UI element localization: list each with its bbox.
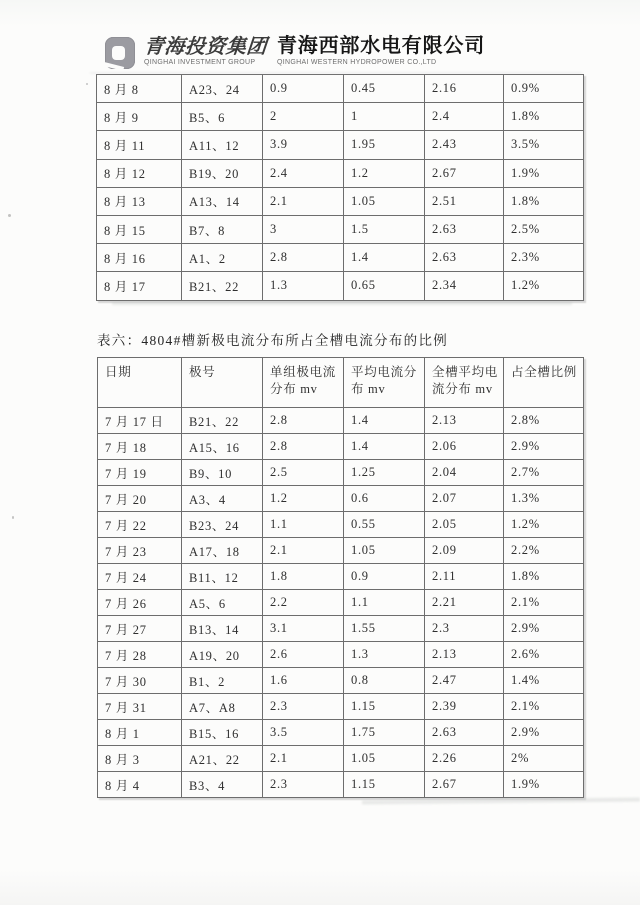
table-cell: 2.8: [263, 434, 344, 460]
logo-inner-shape: [112, 46, 125, 60]
table-row: [97, 215, 584, 243]
header-cell: 占全槽比例: [504, 358, 584, 408]
table-cell: 2.26: [425, 746, 504, 772]
table-cell: 1.1: [344, 590, 425, 616]
table-cell: 1.4: [344, 244, 425, 272]
table-cell: 2.8: [263, 244, 344, 272]
table-cell: 2.3: [263, 772, 344, 798]
table-row: [98, 434, 584, 460]
table-cell: 8 月 8: [97, 75, 182, 103]
table-row: [97, 131, 584, 159]
scan-smudge: [112, 302, 572, 305]
table-cell: 1.05: [344, 746, 425, 772]
table-cell: 1.8%: [504, 103, 584, 131]
table-cell: 8 月 11: [97, 131, 182, 159]
table-cell: 7 月 27: [98, 616, 182, 642]
table-row: [98, 746, 584, 772]
table-row: [97, 244, 584, 272]
table-cell: 1.5: [344, 215, 425, 243]
table-row: [98, 590, 584, 616]
table-cell: 1.2%: [504, 272, 584, 300]
table-cell: B13、14: [182, 616, 263, 642]
scan-speck: [8, 214, 11, 217]
table-cell: A13、14: [182, 187, 263, 215]
table-cell: 1.4: [344, 434, 425, 460]
table-cell: 2.8%: [504, 408, 584, 434]
table-header-row: [98, 358, 584, 408]
table-cell: 1.8%: [504, 187, 584, 215]
table-cell: 2.39: [425, 694, 504, 720]
table-cell: A17、18: [182, 538, 263, 564]
group-name-block: [144, 35, 267, 66]
table-row: [98, 642, 584, 668]
table-cell: 0.45: [344, 75, 425, 103]
table-cell: B15、16: [182, 720, 263, 746]
table-cell: 1.4%: [504, 668, 584, 694]
table-cell: 2.43: [425, 131, 504, 159]
table-cell: B3、4: [182, 772, 263, 798]
logo-slash-stroke: [100, 61, 124, 71]
table-cell: 2.34: [425, 272, 504, 300]
table-cell: 2.9%: [504, 720, 584, 746]
table-row: [98, 512, 584, 538]
scan-speck: [86, 83, 88, 85]
table-row: [97, 103, 584, 131]
table-cell: 1.8%: [504, 564, 584, 590]
table-row: [98, 720, 584, 746]
qinghai-investment-group-logo-icon: [105, 37, 135, 69]
table-cell: 1.55: [344, 616, 425, 642]
table-cell: B1、2: [182, 668, 263, 694]
table-cell: 0.6: [344, 486, 425, 512]
table-cell: 2.67: [425, 159, 504, 187]
table-cell: 1.9%: [504, 159, 584, 187]
table-cell: 2.9%: [504, 434, 584, 460]
group-name-cn: 青海投资集团: [142, 34, 269, 58]
table-cell: B11、12: [182, 564, 263, 590]
table-cell: 2.63: [425, 720, 504, 746]
scan-speck: [12, 516, 14, 519]
table-cell: 7 月 18: [98, 434, 182, 460]
table-cell: 2.11: [425, 564, 504, 590]
table-cell: 8 月 4: [98, 772, 182, 798]
table-cell: 1.05: [344, 187, 425, 215]
table-cell: 1.1: [263, 512, 344, 538]
table-cell: 2%: [504, 746, 584, 772]
table-cell: 0.9: [344, 564, 425, 590]
table-row: [97, 272, 584, 300]
table-cell: 1.15: [344, 694, 425, 720]
table-row: [97, 187, 584, 215]
table-cell: 1.3: [263, 272, 344, 300]
table-cell: 2.3: [263, 694, 344, 720]
table-six: [97, 357, 584, 798]
header-cell: 平均电流分布 mv: [344, 358, 425, 408]
table-cell: 7 月 23: [98, 538, 182, 564]
table-cell: 8 月 12: [97, 159, 182, 187]
table-cell: 0.9: [263, 75, 344, 103]
table-row: [98, 772, 584, 798]
header-cell: 极号: [182, 358, 263, 408]
table-cell: 2.1: [263, 746, 344, 772]
table-cell: 1.25: [344, 460, 425, 486]
table-cell: 2.9%: [504, 616, 584, 642]
table-cell: 1.8: [263, 564, 344, 590]
table-cell: 2.2: [263, 590, 344, 616]
table-cell: 3: [263, 215, 344, 243]
table-cell: 0.9%: [504, 75, 584, 103]
table-cell: 8 月 3: [98, 746, 182, 772]
table-cell: 0.65: [344, 272, 425, 300]
continued-current-distribution-table: [96, 74, 584, 301]
table-cell: 2.3: [425, 616, 504, 642]
table-cell: 2.2%: [504, 538, 584, 564]
table-cell: 2.4: [263, 159, 344, 187]
table-cell: 2.6%: [504, 642, 584, 668]
company-name-cn: 青海西部水电有限公司: [277, 35, 485, 57]
table-cell: 2.1: [263, 538, 344, 564]
table-cell: 7 月 24: [98, 564, 182, 590]
table-cell: 1.05: [344, 538, 425, 564]
table-row: [98, 694, 584, 720]
table-row: [98, 564, 584, 590]
table-cell: 1.6: [263, 668, 344, 694]
table-cell: 2.07: [425, 486, 504, 512]
group-name-en: QINGHAI INVESTMENT GROUP: [144, 59, 256, 66]
table-cell: 1.95: [344, 131, 425, 159]
table-cell: B21、22: [182, 408, 263, 434]
table-cell: 7 月 20: [98, 486, 182, 512]
table-row: [98, 408, 584, 434]
table-cell: 2: [263, 103, 344, 131]
table-row: [97, 159, 584, 187]
table-cell: 1.3: [344, 642, 425, 668]
header-cell: 单组极电流分布 mv: [263, 358, 344, 408]
table-row: [98, 460, 584, 486]
table-cell: B7、8: [182, 215, 263, 243]
table-cell: B9、10: [182, 460, 263, 486]
table-cell: 3.5: [263, 720, 344, 746]
table-cell: 8 月 13: [97, 187, 182, 215]
table-cell: 1: [344, 103, 425, 131]
company-name-en: QINGHAI WESTERN HYDROPOWER CO.,LTD: [277, 59, 437, 66]
table-cell: B5、6: [182, 103, 263, 131]
table-cell: 1.3%: [504, 486, 584, 512]
table-cell: A23、24: [182, 75, 263, 103]
table-cell: 8 月 15: [97, 215, 182, 243]
table-cell: 8 月 1: [98, 720, 182, 746]
table-cell: 1.2: [263, 486, 344, 512]
table-cell: 8 月 17: [97, 272, 182, 300]
table-cell: 2.63: [425, 215, 504, 243]
table-row: [98, 538, 584, 564]
table-cell: 2.67: [425, 772, 504, 798]
table-cell: 7 月 17 日: [98, 408, 182, 434]
table-cell: 1.4: [344, 408, 425, 434]
table-cell: 1.2: [344, 159, 425, 187]
table-cell: 7 月 28: [98, 642, 182, 668]
table-row: [98, 486, 584, 512]
table-cell: A1、2: [182, 244, 263, 272]
scan-smudge: [362, 798, 640, 805]
table-six-caption: 表六：4804#槽新极电流分布所占全槽电流分布的比例: [97, 333, 449, 348]
header-cell: 全槽平均电流分布 mv: [425, 358, 504, 408]
table-cell: A19、20: [182, 642, 263, 668]
table-cell: 2.1: [263, 187, 344, 215]
table-cell: 3.9: [263, 131, 344, 159]
table-cell: A3、4: [182, 486, 263, 512]
table-cell: 3.1: [263, 616, 344, 642]
company-name-block: [277, 35, 485, 66]
table-cell: A7、A8: [182, 694, 263, 720]
table-cell: 1.2%: [504, 512, 584, 538]
table-cell: 2.8: [263, 408, 344, 434]
table-cell: 2.06: [425, 434, 504, 460]
table-cell: 2.5%: [504, 215, 584, 243]
table-cell: B21、22: [182, 272, 263, 300]
table-six-body: [98, 408, 584, 798]
table-cell: 0.55: [344, 512, 425, 538]
table-cell: 2.7%: [504, 460, 584, 486]
table-six-head: [98, 358, 584, 408]
table-cell: 2.1%: [504, 590, 584, 616]
table-cell: 7 月 22: [98, 512, 182, 538]
table-cell: 7 月 26: [98, 590, 182, 616]
scan-smudge: [90, 72, 582, 74]
header-cell: 日期: [98, 358, 182, 408]
table-cell: 8 月 16: [97, 244, 182, 272]
table-cell: 7 月 30: [98, 668, 182, 694]
table-cell: 1.15: [344, 772, 425, 798]
table-cell: B19、20: [182, 159, 263, 187]
table-row: [98, 668, 584, 694]
table-cell: 8 月 9: [97, 103, 182, 131]
table-cell: 2.04: [425, 460, 504, 486]
table-cell: 2.21: [425, 590, 504, 616]
table-cell: 2.1%: [504, 694, 584, 720]
table-cell: 1.9%: [504, 772, 584, 798]
table-cell: 0.8: [344, 668, 425, 694]
table-cell: A5、6: [182, 590, 263, 616]
table-cell: 2.51: [425, 187, 504, 215]
table-cell: 7 月 31: [98, 694, 182, 720]
table-cell: 3.5%: [504, 131, 584, 159]
table-cell: 2.3%: [504, 244, 584, 272]
table-cell: 2.4: [425, 103, 504, 131]
table-cell: 2.16: [425, 75, 504, 103]
table-cell: A15、16: [182, 434, 263, 460]
table-cell: 2.13: [425, 408, 504, 434]
table-cell: B23、24: [182, 512, 263, 538]
company-letterhead: [105, 35, 485, 69]
table-cell: 2.6: [263, 642, 344, 668]
table-cell: 2.09: [425, 538, 504, 564]
table-cell: 2.05: [425, 512, 504, 538]
table-cell: 2.5: [263, 460, 344, 486]
table-row: [97, 75, 584, 103]
table-cell: A21、22: [182, 746, 263, 772]
table-cell: 7 月 19: [98, 460, 182, 486]
table-cell: 2.13: [425, 642, 504, 668]
continued-table-body: [97, 75, 584, 301]
table-cell: 2.63: [425, 244, 504, 272]
table-row: [98, 616, 584, 642]
table-cell: 2.47: [425, 668, 504, 694]
table-cell: A11、12: [182, 131, 263, 159]
table-cell: 1.75: [344, 720, 425, 746]
